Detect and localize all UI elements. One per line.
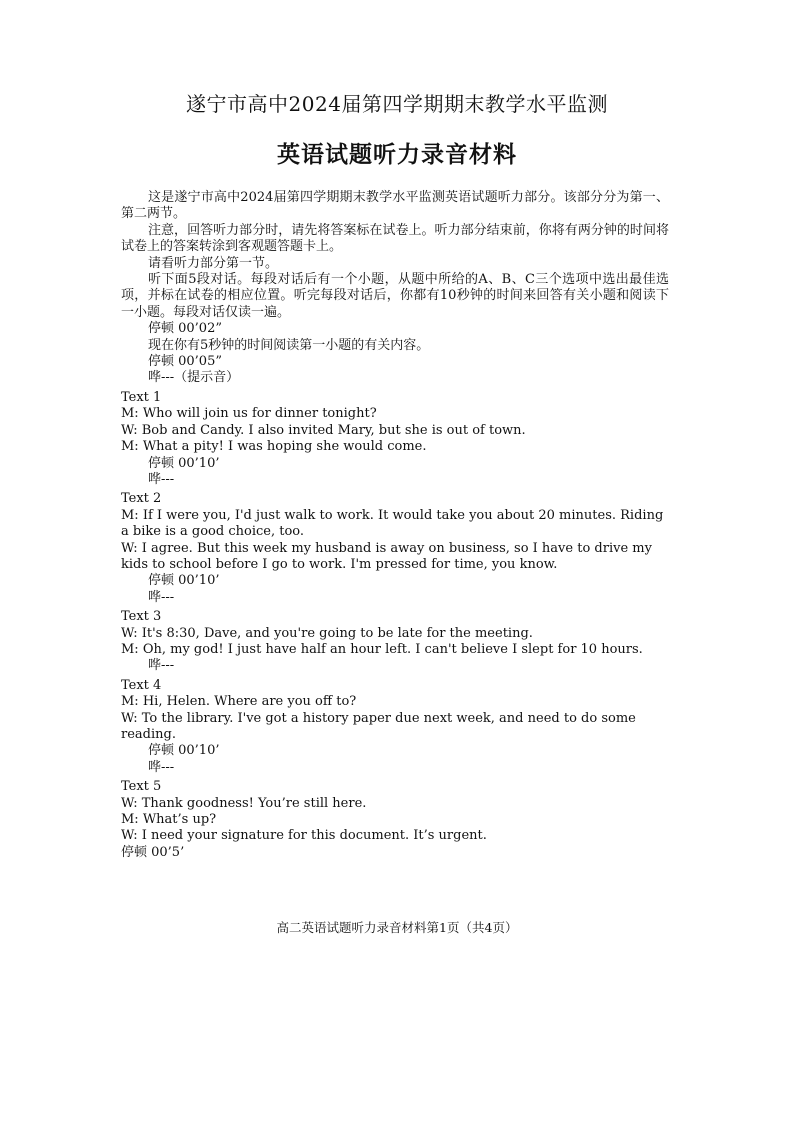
beep-note: 哗---（提示音） (148, 370, 240, 386)
dialogue-label: Text 3 (121, 609, 162, 625)
pause-note: 停顿 00’10’ (148, 573, 220, 589)
dialogue-line: W: To the library. I've got a history paper due next week, and need to do some reading. (121, 710, 636, 742)
intro-paragraph: 注意，回答听力部分时，请先将答案标在试卷上。听力部分结束前，你将有两分钟的时间将试卷上的答案转涂到客观题答题卡上。 (121, 222, 669, 255)
dialogue-line: W: I need your signature for this document. It’s urgent. (121, 828, 487, 844)
dialogue-line: W: It's 8:30, Dave, and you're going to be late for the meeting. (121, 625, 533, 641)
dialogue-label: Text 5 (121, 779, 162, 795)
dialogue-text-3 (121, 609, 669, 675)
pause-note: 停顿 00’05” (148, 354, 222, 370)
dialogue-line: M: If I were you, I'd just walk to work. It would take you about 20 minutes. Riding a bike is a good choice, too. (121, 507, 664, 540)
intro-paragraph: 现在你有5秒钟的时间阅读第一小题的有关内容。 (148, 337, 430, 353)
intro-paragraph: 听下面5段对话。每段对话后有一个小题，从题中所给的A、B、C三个选项中选出最佳选项，并标在试卷的相应位置。听完每段对话后，你都有10秒钟的时间来回答有关小题和阅读下一小题。每段对话仅读一遍。 (121, 272, 669, 320)
intro-paragraph: 这是遂宁市高中2024届第四学期期末教学水平监测英语试题听力部分。该部分分为第一、第二两节。 (121, 190, 669, 222)
pause-note: 停顿 00’10’ (148, 455, 220, 471)
dialogue-label: Text 4 (121, 677, 162, 693)
intro-section (121, 190, 669, 387)
pause-note: 停顿 00’5’ (121, 844, 185, 860)
beep-note: 哗--- (148, 658, 175, 674)
dialogue-text-2 (121, 491, 669, 606)
document-body (121, 190, 669, 861)
intro-paragraph: 请看听力部分第一节。 (148, 255, 279, 271)
document-title: 遂宁市高中2024届第四学期期末教学水平监测 (186, 92, 608, 116)
dialogue-line: M: What’s up? (121, 812, 217, 828)
dialogue-text-4 (121, 678, 669, 776)
dialogue-line: M: Oh, my god! I just have half an hour left. I can't believe I slept for 10 hours. (121, 641, 643, 657)
dialogue-line: W: Thank goodness! You’re still here. (121, 795, 367, 811)
beep-note: 哗--- (148, 471, 175, 487)
dialogue-label: Text 1 (121, 389, 162, 405)
beep-note: 哗--- (148, 759, 175, 775)
beep-note: 哗--- (148, 589, 175, 605)
dialogue-line: W: I agree. But this week my husband is away on business, so I have to drive my kids to school before I go to work. I'm pressed for time, you know. (121, 540, 652, 572)
dialogue-text-5 (121, 779, 669, 861)
pause-note: 停顿 00’02” (148, 321, 222, 337)
pause-note: 停顿 00’10’ (148, 743, 220, 759)
page-footer: 高二英语试题听力录音材料第1页（共4页） (276, 920, 518, 935)
dialogue-text-1 (121, 390, 669, 488)
dialogue-line: W: Bob and Candy. I also invited Mary, but she is out of town. (121, 422, 526, 438)
dialogue-label: Text 2 (121, 491, 162, 507)
document-subtitle: 英语试题听力录音材料 (277, 141, 517, 168)
dialogue-line: M: Hi, Helen. Where are you off to? (121, 694, 357, 710)
dialogue-line: M: What a pity! I was hoping she would come. (121, 439, 427, 455)
dialogue-line: M: Who will join us for dinner tonight? (121, 406, 377, 422)
